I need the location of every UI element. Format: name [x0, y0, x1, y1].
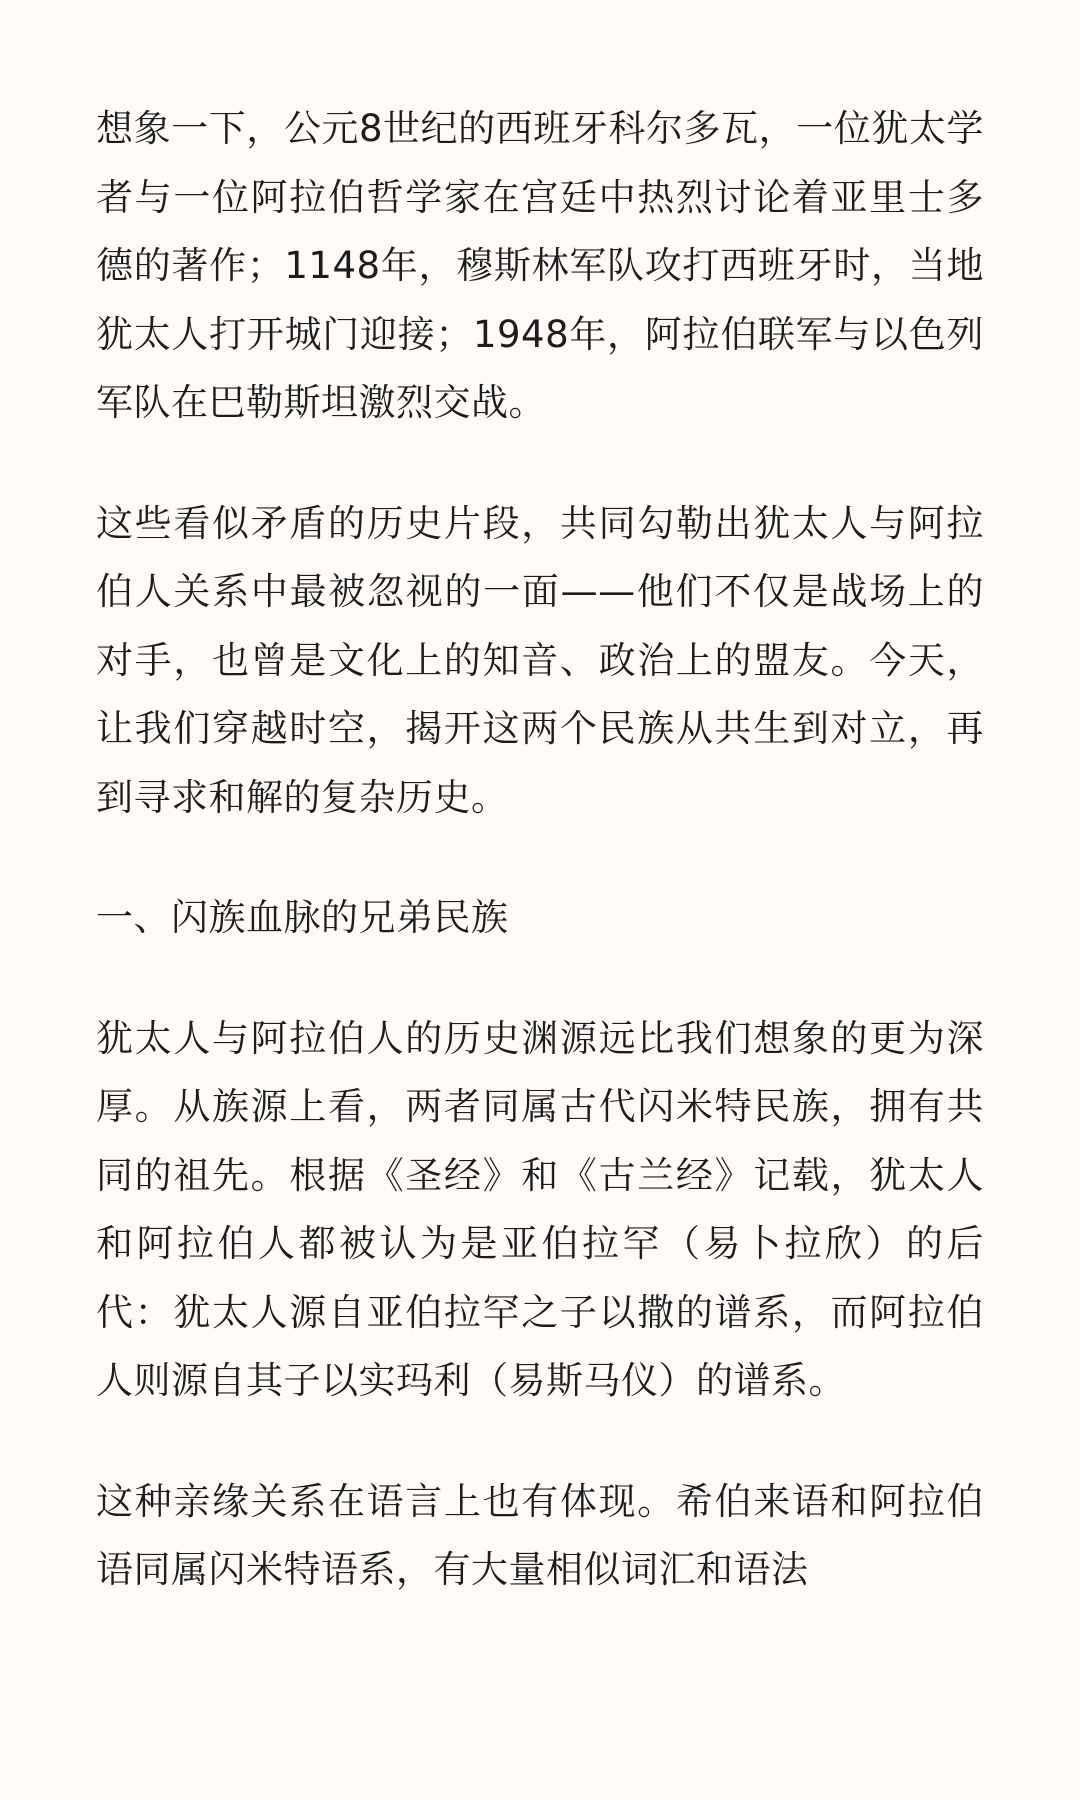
- paragraph-intro: 想象一下，公元8世纪的西班牙科尔多瓦，一位犹太学者与一位阿拉伯哲学家在宫廷中热烈讨论着亚里士多德的著作；1148年，穆斯林军队攻打西班牙时，当地犹太人打开城门迎接；1948年，阿拉伯联军与以色列军队在巴勒斯坦激烈交战。: [96, 107, 984, 424]
- section-heading: 一、闪族血脉的兄弟民族: [96, 896, 509, 939]
- article-body: [96, 95, 984, 1657]
- paragraph-language: 这种亲缘关系在语言上也有体现。希伯来语和阿拉伯语同属闪米特语系，有大量相似词汇和语法: [96, 1479, 984, 1591]
- paragraph-overview: 这些看似矛盾的历史片段，共同勾勒出犹太人与阿拉伯人关系中最被忽视的一面——他们不仅是战场上的对手，也曾是文化上的知音、政治上的盟友。今天，让我们穿越时空，揭开这两个民族从共生到对立，再到寻求和解的复杂历史。: [96, 501, 984, 819]
- paragraph-origins: 犹太人与阿拉伯人的历史渊源远比我们想象的更为深厚。从族源上看，两者同属古代闪米特民族，拥有共同的祖先。根据《圣经》和《古兰经》记载，犹太人和阿拉伯人都被认为是亚伯拉罕（易卜拉欣）的后代：犹太人源自亚伯拉罕之子以撒的谱系，而阿拉伯人则源自其子以实玛利（易斯马仪）的谱系。: [96, 1016, 984, 1402]
